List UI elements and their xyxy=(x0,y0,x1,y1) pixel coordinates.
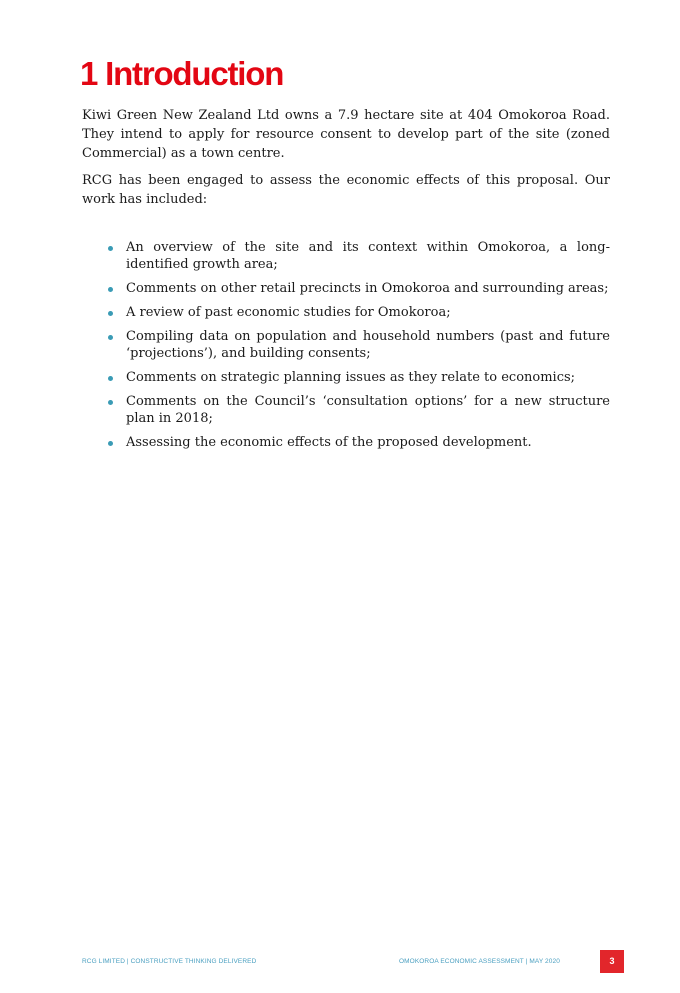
intro-paragraph: Kiwi Green New Zealand Ltd owns a 7.9 hectare site at 404 Omokoroa Road. They intend to apply for resource consent to develop part of the site (zoned Commercial) as a town centre. xyxy=(82,108,610,161)
list-item-text: Compiling data on population and household numbers (past and future ‘projections’), and building consents; xyxy=(126,329,610,361)
list-item-text: Assessing the economic effects of the proposed development. xyxy=(126,435,532,450)
list-item-text: Comments on strategic planning issues as they relate to economics; xyxy=(126,370,576,385)
bullet-icon xyxy=(108,376,113,381)
list-item xyxy=(106,328,610,362)
scope-paragraph: RCG has been engaged to assess the economic effects of this proposal. Our work has included: xyxy=(82,173,610,207)
list-item-text: An overview of the site and its context within Omokoroa, a long-identified growth area; xyxy=(126,240,610,272)
bullet-icon xyxy=(108,400,113,405)
list-item xyxy=(106,304,610,321)
bullet-icon xyxy=(108,246,113,251)
bullet-icon xyxy=(108,335,113,340)
bullet-icon xyxy=(108,441,113,446)
bullet-icon xyxy=(108,287,113,292)
footer-document-title: OMOKOROA ECONOMIC ASSESSMENT | MAY 2020 xyxy=(399,958,560,965)
page-number-badge: 3 xyxy=(600,950,624,973)
list-item xyxy=(106,280,610,297)
footer-company: RCG LIMITED | CONSTRUCTIVE THINKING DELIVERED xyxy=(82,958,257,965)
list-item-text: Comments on other retail precincts in Omokoroa and surrounding areas; xyxy=(126,281,609,296)
list-item xyxy=(106,434,610,451)
list-item xyxy=(106,369,610,386)
list-item-text: A review of past economic studies for Omokoroa; xyxy=(126,305,451,320)
list-item xyxy=(106,393,610,427)
scope-bullet-list xyxy=(106,239,610,458)
section-heading: 1 Introduction xyxy=(80,55,284,92)
list-item-text: Comments on the Council’s ‘consultation options’ for a new structure plan in 2018; xyxy=(126,394,610,426)
list-item xyxy=(106,239,610,273)
bullet-icon xyxy=(108,311,113,316)
